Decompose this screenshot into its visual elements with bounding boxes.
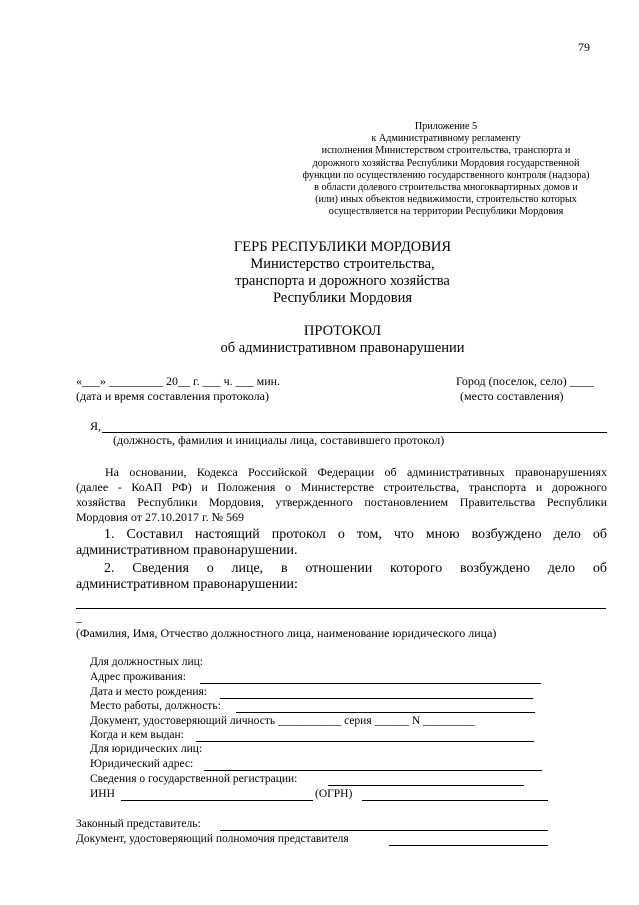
- id-document-field[interactable]: Документ, удостоверяющий личность ___________ серия ______ N _________: [90, 715, 475, 727]
- representative-label: Законный представитель:: [76, 818, 201, 830]
- work-field[interactable]: [236, 712, 535, 713]
- appendix-line: к Административному регламенту: [371, 133, 521, 145]
- protocol-heading: [0, 323, 639, 357]
- inn-label: ИНН: [90, 788, 115, 800]
- basis-line: Мордовия от 27.10.2017 г. № 569: [76, 510, 245, 524]
- protocol-subtitle: об административном правонарушении: [220, 340, 465, 356]
- address-label: Адрес проживания:: [90, 671, 186, 683]
- registration-label: Сведения о государственной регистрации:: [90, 773, 298, 785]
- appendix-line: дорожного хозяйства Республики Мордовия государственной: [312, 157, 580, 169]
- coat-of-arms-caption: ГЕРБ РЕСПУБЛИКИ МОРДОВИЯ: [233, 239, 452, 255]
- basis-line: На основании, Кодекса Российской Федерации об административных правонарушениях: [105, 465, 607, 479]
- ministry-name-line: Министерство строительства,: [250, 256, 435, 272]
- representative-field[interactable]: [220, 830, 548, 831]
- appendix-line: осуществляется на территории Республики Мордовия: [328, 206, 564, 218]
- legal-address-field[interactable]: [204, 770, 542, 771]
- rep-document-label: Документ, удостоверяющий полномочия представителя: [76, 833, 349, 845]
- inn-field[interactable]: [121, 800, 313, 801]
- item2-line: 2. Сведения о лице, в отношении которого возбуждено дело об: [104, 561, 607, 576]
- date-field[interactable]: «___» _________ 20__ г. ___ ч. ___ мин.: [76, 374, 281, 388]
- ministry-name-line: Республики Мордовия: [272, 290, 413, 306]
- name-caption: (Фамилия, Имя, Отчество должностного лица, наименование юридического лица): [76, 626, 497, 640]
- ministry-name-line: транспорта и дорожного хозяйства: [235, 273, 450, 289]
- legal-heading: Для юридических лиц:: [90, 743, 203, 755]
- basis-line: (далее - КоАП РФ) и Положения о Министерстве строительства, транспорта и дорожного: [76, 480, 607, 494]
- officials-heading: Для должностных лиц:: [90, 656, 203, 668]
- ogrn-label: (ОГРН): [315, 788, 353, 800]
- ya-caption: (должность, фамилия и инициалы лица, составившего протокол): [113, 433, 445, 447]
- page-number: 79: [578, 40, 590, 54]
- rep-document-field[interactable]: [389, 845, 548, 846]
- ogrn-field[interactable]: [362, 800, 548, 801]
- appendix-line: Приложение 5: [414, 121, 478, 132]
- legal-address-label: Юридический адрес:: [90, 758, 194, 770]
- appendix-line: (или) иных объектов недвижимости, строительство которых: [315, 194, 577, 206]
- appendix-block: [290, 121, 602, 219]
- date-caption: (дата и время составления протокола): [76, 389, 269, 403]
- issued-field[interactable]: [196, 741, 534, 742]
- appendix-line: в области долевого строительства многоквартирных домов и: [314, 182, 578, 194]
- ministry-header: [0, 239, 639, 307]
- appendix-line: функции по осуществлению государственного контроля (надзора): [302, 169, 590, 181]
- basis-line: хозяйства Республики Мордовия, утвержденного постановлением Правительства Республики: [76, 495, 607, 509]
- appendix-line: исполнения Министерством строительства, транспорта и: [321, 145, 571, 157]
- place-field[interactable]: Город (поселок, село) ____: [456, 374, 594, 388]
- registration-field[interactable]: [328, 785, 524, 786]
- birth-label: Дата и место рождения:: [90, 686, 208, 698]
- ya-label: Я,: [90, 419, 102, 433]
- name-field-line[interactable]: [76, 608, 606, 609]
- birth-field[interactable]: [220, 698, 533, 699]
- item1-line: административном правонарушении.: [76, 543, 298, 558]
- protocol-title: ПРОТОКОЛ: [303, 323, 382, 339]
- place-caption: (место составления): [460, 389, 564, 403]
- address-field[interactable]: [200, 683, 541, 684]
- name-blank-tail: _: [76, 610, 82, 624]
- issued-label: Когда и кем выдан:: [90, 729, 184, 741]
- item1-line: 1. Составил настоящий протокол о том, что мною возбуждено дело об: [104, 527, 607, 542]
- item2-line: административном правонарушении:: [76, 577, 298, 592]
- work-label: Место работы, должность:: [90, 700, 221, 712]
